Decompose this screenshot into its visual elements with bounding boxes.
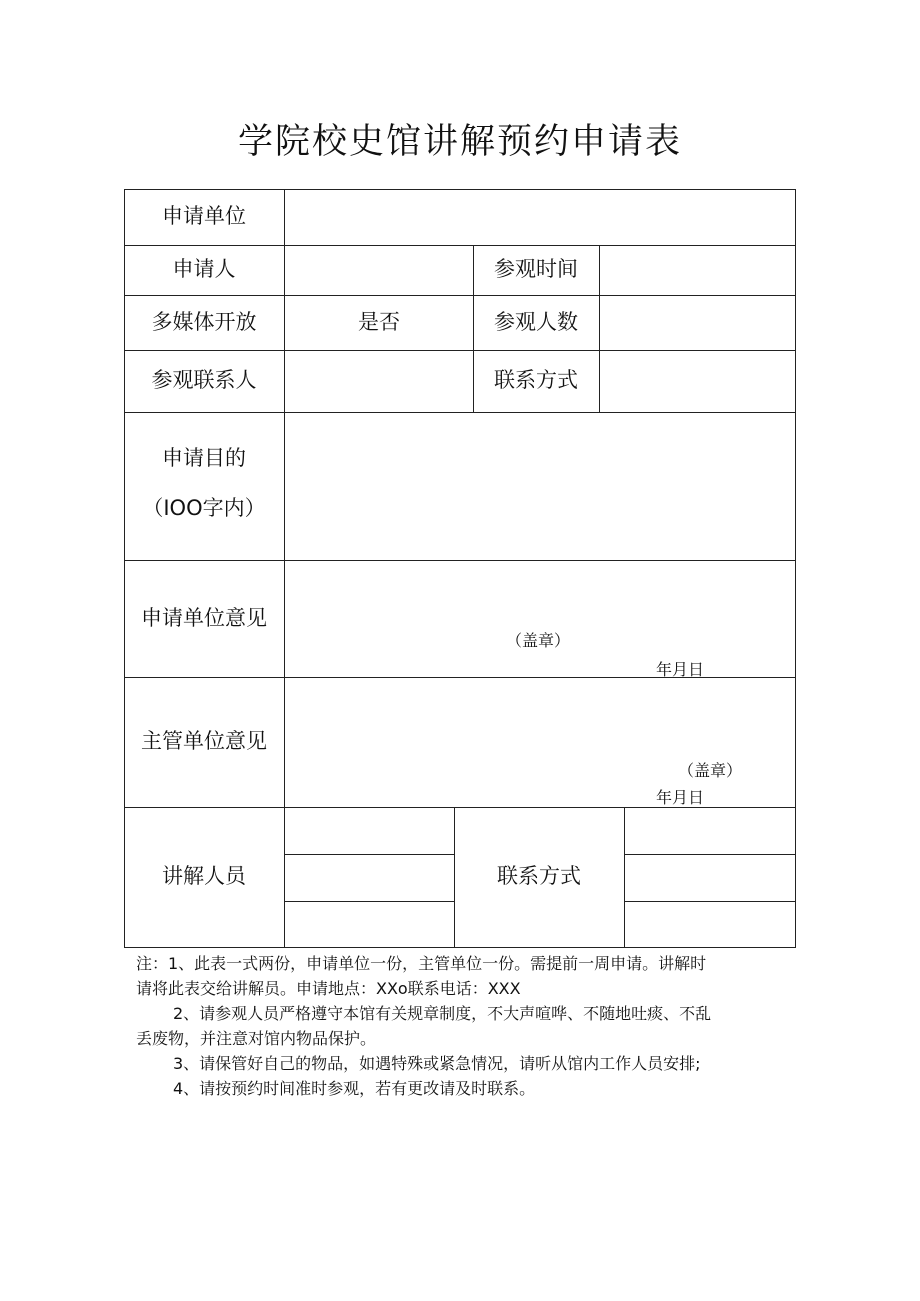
note-line: 4、请按预约时间准时参观，若有更改请及时联系。 bbox=[173, 1079, 536, 1098]
guide-contact-field-3[interactable] bbox=[625, 902, 795, 947]
note-line: 注：1、此表一式两份，申请单位一份，主管单位一份。需提前一周申请。讲解时 bbox=[136, 954, 707, 973]
visitor-count-field[interactable] bbox=[600, 295, 795, 350]
purpose-label: 申请目的 bbox=[162, 446, 246, 471]
supervisor-opinion-label: 主管单位意见 bbox=[141, 729, 267, 754]
note-line: 丢废物，并注意对馆内物品保护。 bbox=[136, 1029, 377, 1048]
contact-method-label: 联系方式 bbox=[494, 368, 578, 393]
table-border-bottom bbox=[124, 947, 796, 948]
multimedia-label: 多媒体开放 bbox=[151, 309, 257, 334]
note-line: 3、请保管好自己的物品，如遇特殊或紧急情况，请听从馆内工作人员安排; bbox=[173, 1054, 701, 1073]
purpose-field[interactable] bbox=[285, 413, 795, 560]
unit-date: 年月日 bbox=[656, 660, 705, 679]
unit-opinion-field[interactable] bbox=[285, 561, 795, 677]
visit-contact-label: 参观联系人 bbox=[151, 368, 257, 393]
unit-opinion-label: 申请单位意见 bbox=[141, 605, 267, 630]
applicant-unit-label: 申请单位 bbox=[162, 204, 246, 229]
note-line: 2、请参观人员严格遵守本馆有关规章制度，不大声喧哗、不随地吐痰、不乱 bbox=[173, 1004, 712, 1023]
visit-time-label: 参观时间 bbox=[494, 257, 578, 282]
guide-contact-field-2[interactable] bbox=[625, 855, 795, 901]
visit-time-field[interactable] bbox=[600, 245, 795, 295]
supervisor-stamp: （盖章） bbox=[678, 761, 743, 780]
guide-name-field-3[interactable] bbox=[285, 902, 454, 947]
application-form-table bbox=[124, 189, 796, 948]
multimedia-yes-no[interactable]: 是否 bbox=[358, 309, 400, 334]
table-border-right bbox=[795, 189, 796, 948]
notes-section bbox=[136, 951, 798, 1101]
guide-contact-field-1[interactable] bbox=[625, 808, 795, 854]
guide-contact-label: 联系方式 bbox=[497, 864, 581, 889]
visit-contact-field[interactable] bbox=[285, 350, 473, 412]
supervisor-date: 年月日 bbox=[656, 788, 705, 807]
form-title: 学院校史馆讲解预约申请表 bbox=[237, 122, 682, 162]
guide-name-field-2[interactable] bbox=[285, 855, 454, 901]
applicant-unit-field[interactable] bbox=[285, 189, 795, 245]
contact-method-field[interactable] bbox=[600, 350, 795, 412]
supervisor-opinion-field[interactable] bbox=[285, 678, 795, 807]
note-line: 请将此表交给讲解员。申请地点：XXo联系电话：XXX bbox=[136, 979, 521, 998]
purpose-word-limit: （IOO字内） bbox=[142, 496, 266, 521]
applicant-field[interactable] bbox=[285, 245, 473, 295]
visitor-count-label: 参观人数 bbox=[494, 309, 578, 334]
guide-name-field-1[interactable] bbox=[285, 808, 454, 854]
guide-label: 讲解人员 bbox=[162, 864, 246, 889]
applicant-label: 申请人 bbox=[172, 257, 236, 282]
unit-stamp: （盖章） bbox=[506, 631, 571, 650]
